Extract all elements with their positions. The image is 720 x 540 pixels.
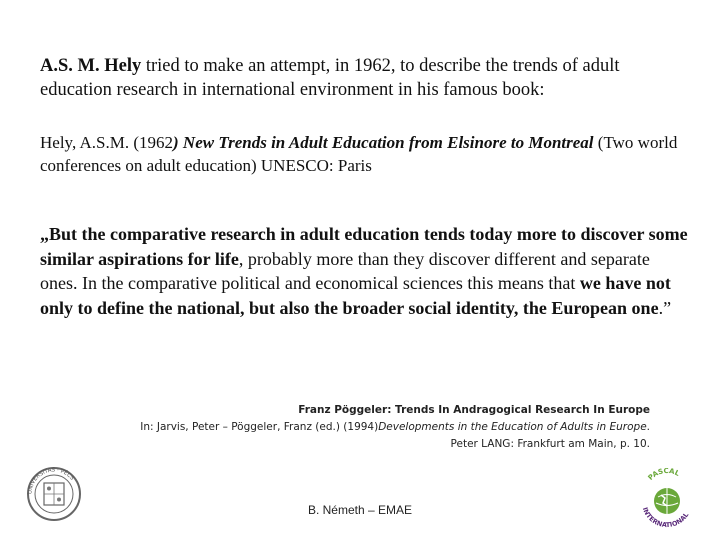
quote-part-4: .” bbox=[658, 297, 672, 318]
pascal-top-text: PASCAL bbox=[646, 468, 681, 482]
seal-text: UNIVERSITAS · PÉCS bbox=[27, 467, 75, 495]
pascal-bottom-text: INTERNATIONAL bbox=[640, 506, 691, 530]
source-line-2-suffix: . bbox=[646, 421, 650, 433]
university-seal-logo bbox=[26, 466, 82, 522]
source-line-2-prefix: In: Jarvis, Peter – Pöggeler, Franz (ed.) (1994) bbox=[140, 421, 379, 433]
quote-part-3: we have not only to define the national, but also the broader social identity, the European one bbox=[40, 273, 671, 318]
reference-prefix: Hely, A.S.M. (1962 bbox=[40, 133, 174, 152]
quote-paragraph bbox=[40, 222, 690, 320]
source-line-2-title: Developments in the Education of Adults in Europe bbox=[378, 421, 647, 433]
book-reference bbox=[40, 131, 690, 177]
source-line-2 bbox=[140, 419, 650, 436]
footer-author: B. Németh – EMAE bbox=[307, 503, 413, 517]
reference-suffix: (Two world conferences on adult education) UNESCO: Paris bbox=[40, 133, 678, 175]
source-line-1: Franz Pöggeler: Trends In Andragogical Research In Europe bbox=[298, 404, 650, 416]
intro-paragraph bbox=[40, 54, 690, 102]
reference-title: ) New Trends in Adult Education from Elsinore to Montreal bbox=[173, 133, 594, 152]
intro-text: tried to make an attempt, in 1962, to describe the trends of adult education research in international environment in his famous book: bbox=[40, 56, 620, 100]
pascal-international-logo bbox=[636, 468, 698, 530]
quote-part-2: , probably more than they discover different and separate ones. In the comparative political and economical sciences this means that bbox=[40, 248, 650, 293]
source-line-3: Peter LANG: Frankfurt am Main, p. 10. bbox=[450, 438, 650, 450]
author-name: A.S. M. Hely bbox=[40, 56, 142, 76]
quote-part-1: „But the comparative research in adult education tends today more to discover some similar aspirations for life bbox=[40, 224, 688, 269]
